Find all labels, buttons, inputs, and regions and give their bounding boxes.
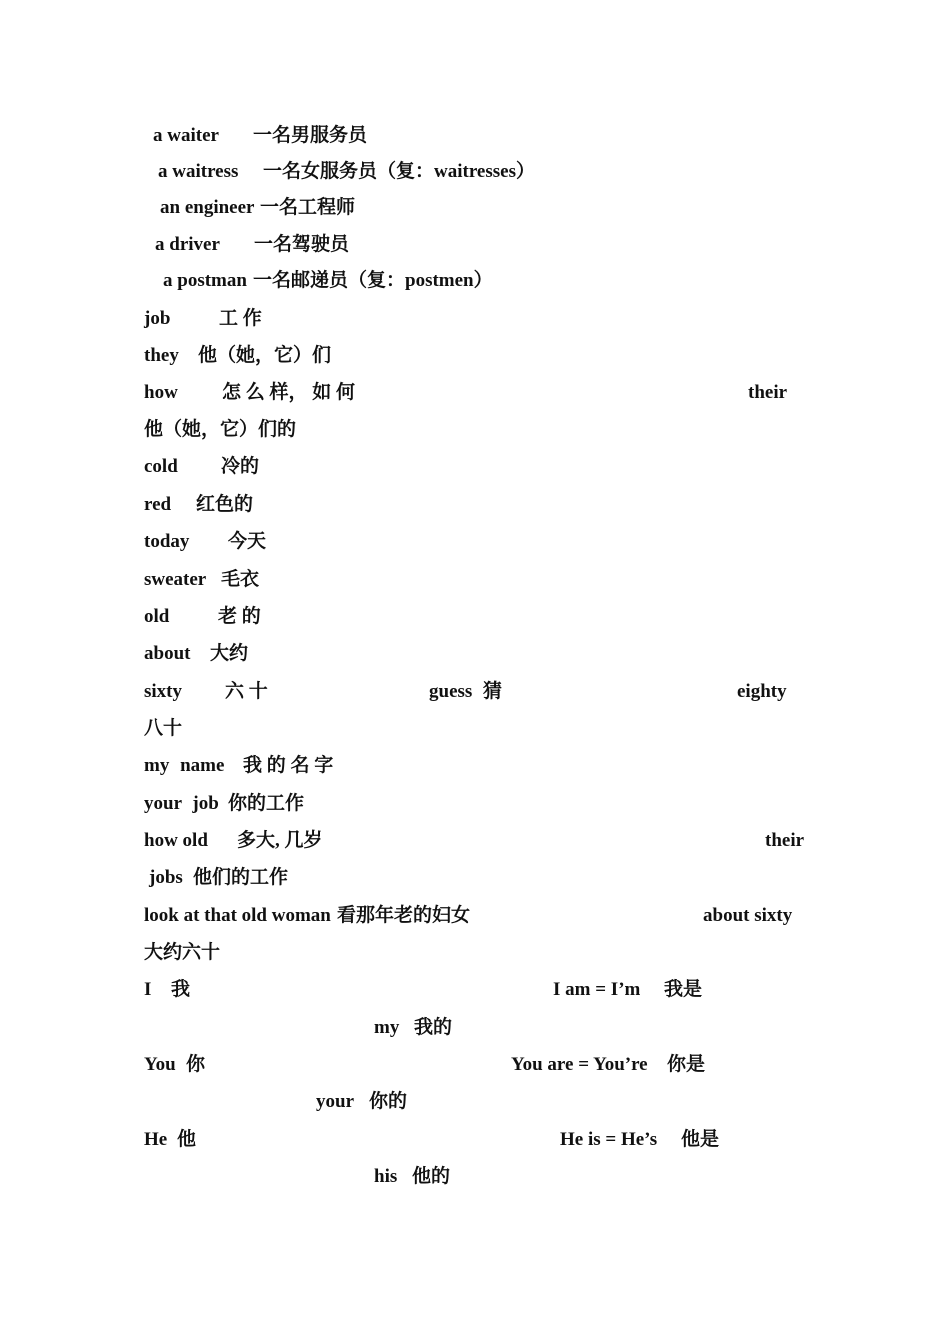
term-cn: 猜 <box>483 681 503 702</box>
term-cn: 他的 <box>412 1166 451 1187</box>
term-cn: 冷的 <box>221 456 260 477</box>
term-cn: 工 作 <box>219 308 262 329</box>
term-cn: 我是 <box>664 979 703 1000</box>
term-cn: 今天 <box>228 531 267 552</box>
term-en: your <box>316 1091 354 1112</box>
term-en: your job <box>144 793 219 814</box>
term-cn: 一名男服务员 <box>253 125 368 146</box>
term-cn: 老 的 <box>218 606 261 627</box>
term-en: eighty <box>737 681 787 702</box>
term-en: about <box>144 643 191 664</box>
term-cn: 红色的 <box>196 494 254 515</box>
term-en: jobs <box>149 867 183 888</box>
term-en: how <box>144 382 178 403</box>
term-cn: 大约 <box>210 643 249 664</box>
term-cn: 一名邮递员（复：postmen） <box>253 270 493 291</box>
term-cn: 我的 <box>414 1017 453 1038</box>
term-en: I am = I’m <box>553 979 641 1000</box>
term-cn: 看那年老的妇女 <box>337 905 471 926</box>
term-cn: 我 <box>171 979 191 1000</box>
term-en: sweater <box>144 569 207 590</box>
term-en: guess <box>429 681 473 702</box>
term-en: an engineer <box>160 197 255 218</box>
term-en: how old <box>144 830 208 851</box>
term-cn: 怎 么 样， 如 何 <box>222 382 356 403</box>
term-cn: 他是 <box>681 1129 720 1150</box>
term-en: look at that old woman <box>144 905 331 926</box>
term-en: job <box>144 308 171 329</box>
term-en: a waiter <box>153 125 219 146</box>
term-cn: 我 的 名 字 <box>243 755 334 776</box>
term-en: cold <box>144 456 178 477</box>
term-cn: 六 十 <box>225 681 268 702</box>
term-en: his <box>374 1166 398 1187</box>
term-en: He is = He’s <box>560 1129 658 1150</box>
term-cn: 毛衣 <box>221 569 260 590</box>
term-en: sixty <box>144 681 182 702</box>
term-cn: 一名工程师 <box>260 197 356 218</box>
term-en: their <box>765 830 805 851</box>
term-cn: 他（她，它）们的 <box>144 419 297 440</box>
term-en: their <box>748 382 788 403</box>
term-cn: 一名驾驶员 <box>254 234 350 255</box>
term-cn: 你的工作 <box>228 793 305 814</box>
term-en: I <box>144 979 152 1000</box>
term-cn: 他（她，它）们 <box>198 345 332 366</box>
term-cn: 他 <box>177 1129 197 1150</box>
term-cn: 你 <box>186 1054 206 1075</box>
term-cn: 你的 <box>369 1091 408 1112</box>
term-en: my name <box>144 755 225 776</box>
term-en: You are = You’re <box>511 1054 648 1075</box>
term-en: a driver <box>155 234 220 255</box>
term-cn: 他们的工作 <box>193 867 289 888</box>
term-en: red <box>144 494 172 515</box>
term-en: they <box>144 345 179 366</box>
term-en: You <box>144 1054 176 1075</box>
term-en: about sixty <box>703 905 793 926</box>
term-en: He <box>144 1129 168 1150</box>
term-en: my <box>374 1017 400 1038</box>
term-en: old <box>144 606 170 627</box>
term-en: a waitress <box>158 161 239 182</box>
term-cn: 八十 <box>144 718 183 739</box>
term-cn: 你是 <box>667 1054 706 1075</box>
term-en: a postman <box>163 270 247 291</box>
term-en: today <box>144 531 190 552</box>
term-cn: 多大, 几岁 <box>237 830 323 851</box>
term-cn: 大约六十 <box>144 942 221 963</box>
term-cn: 一名女服务员（复：waitresses） <box>263 161 535 182</box>
